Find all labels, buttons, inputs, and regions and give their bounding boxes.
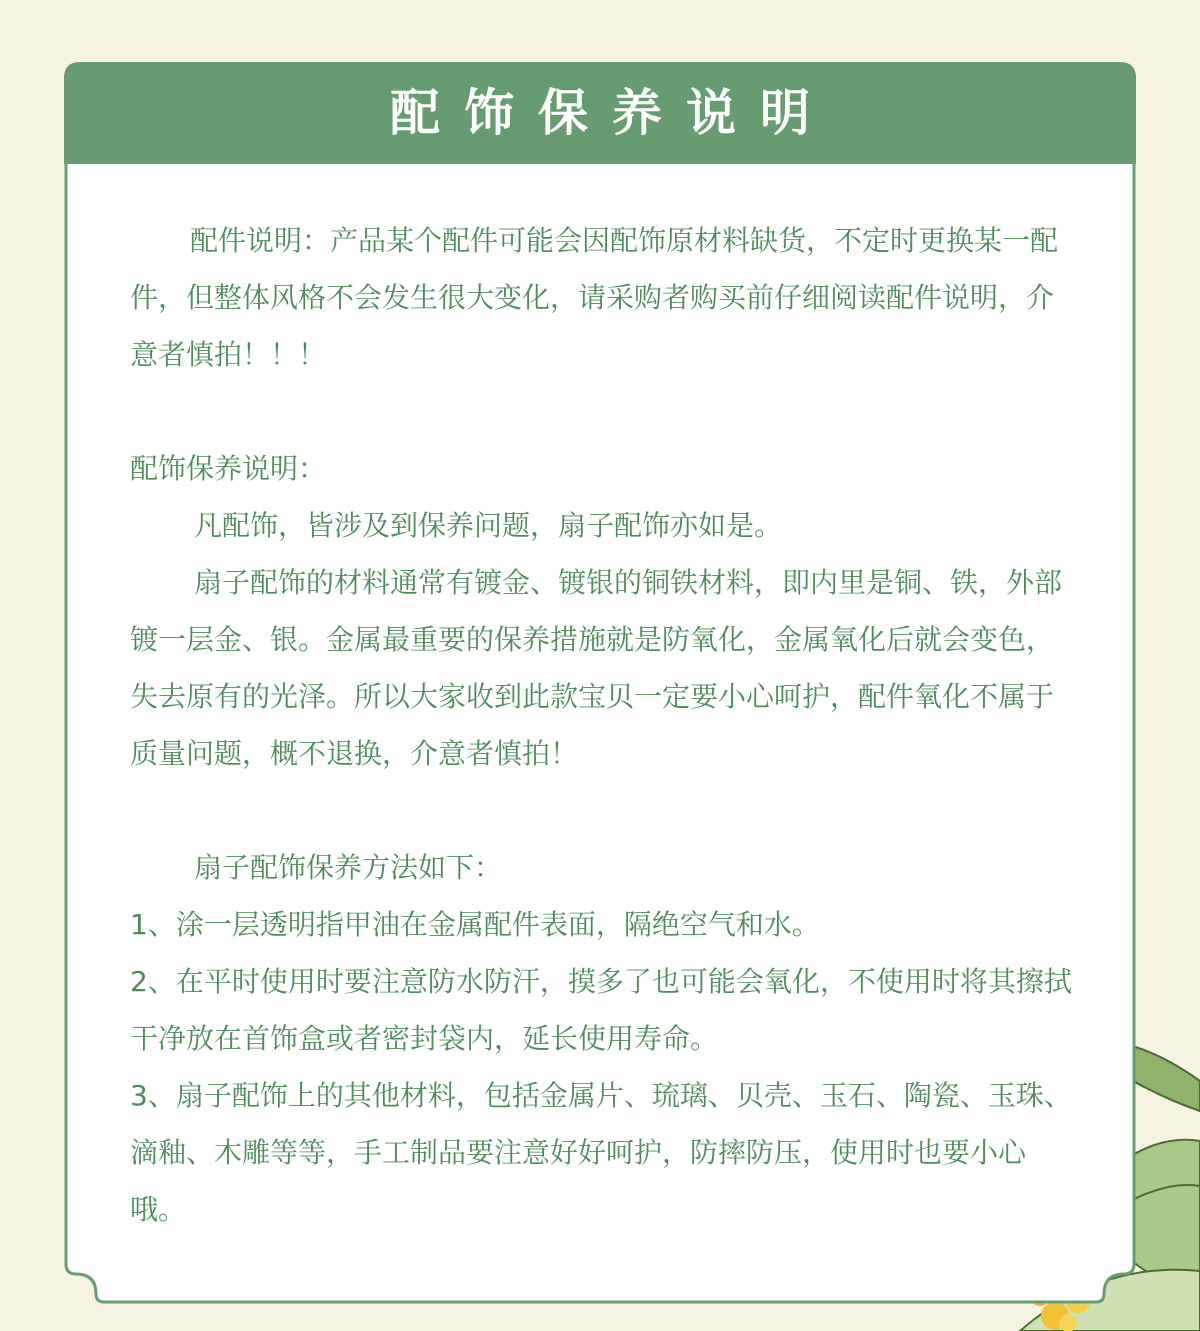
- method-item-2: 2、在平时使用时要注意防水防汗，摸多了也可能会氧化，不使用时将其擦拭干净放在首饰盒或者密封袋内，延长使用寿命。: [130, 965, 1072, 1055]
- method-item-1: 1、涂一层透明指甲油在金属配件表面，隔绝空气和水。: [130, 908, 820, 941]
- care-intro-paragraph: 凡配饰，皆涉及到保养问题，扇子配饰亦如是。: [194, 509, 783, 542]
- page-title: 配饰保养说明: [390, 83, 834, 142]
- care-content: [130, 212, 1075, 1238]
- method-item-3: 3、扇子配饰上的其他材料，包括金属片、琉璃、贝壳、玉石、陶瓷、玉珠、滴釉、木雕等等，手工制品要注意好好呵护，防摔防压，使用时也要小心哦。: [130, 1079, 1072, 1226]
- method-section-label: 扇子配饰保养方法如下：: [194, 851, 503, 884]
- spacer: [130, 383, 1075, 440]
- care-section-label: 配饰保养说明：: [130, 452, 327, 485]
- parts-note-paragraph: 配件说明：产品某个配件可能会因配饰原材料缺货，不定时更换某一配件，但整体风格不会发生很大变化，请采购者购买前仔细阅读配件说明，介意者慎拍！！！: [130, 224, 1059, 371]
- spacer: [130, 782, 1075, 839]
- care-detail-paragraph: 扇子配饰的材料通常有镀金、镀银的铜铁材料，即内里是铜、铁，外部镀一层金、银。金属最重要的保养措施就是防氧化，金属氧化后就会变色，失去原有的光泽。所以大家收到此款宝贝一定要小心呵护，配件氧化不属于质量问题，概不退换，介意者慎拍！: [130, 566, 1063, 770]
